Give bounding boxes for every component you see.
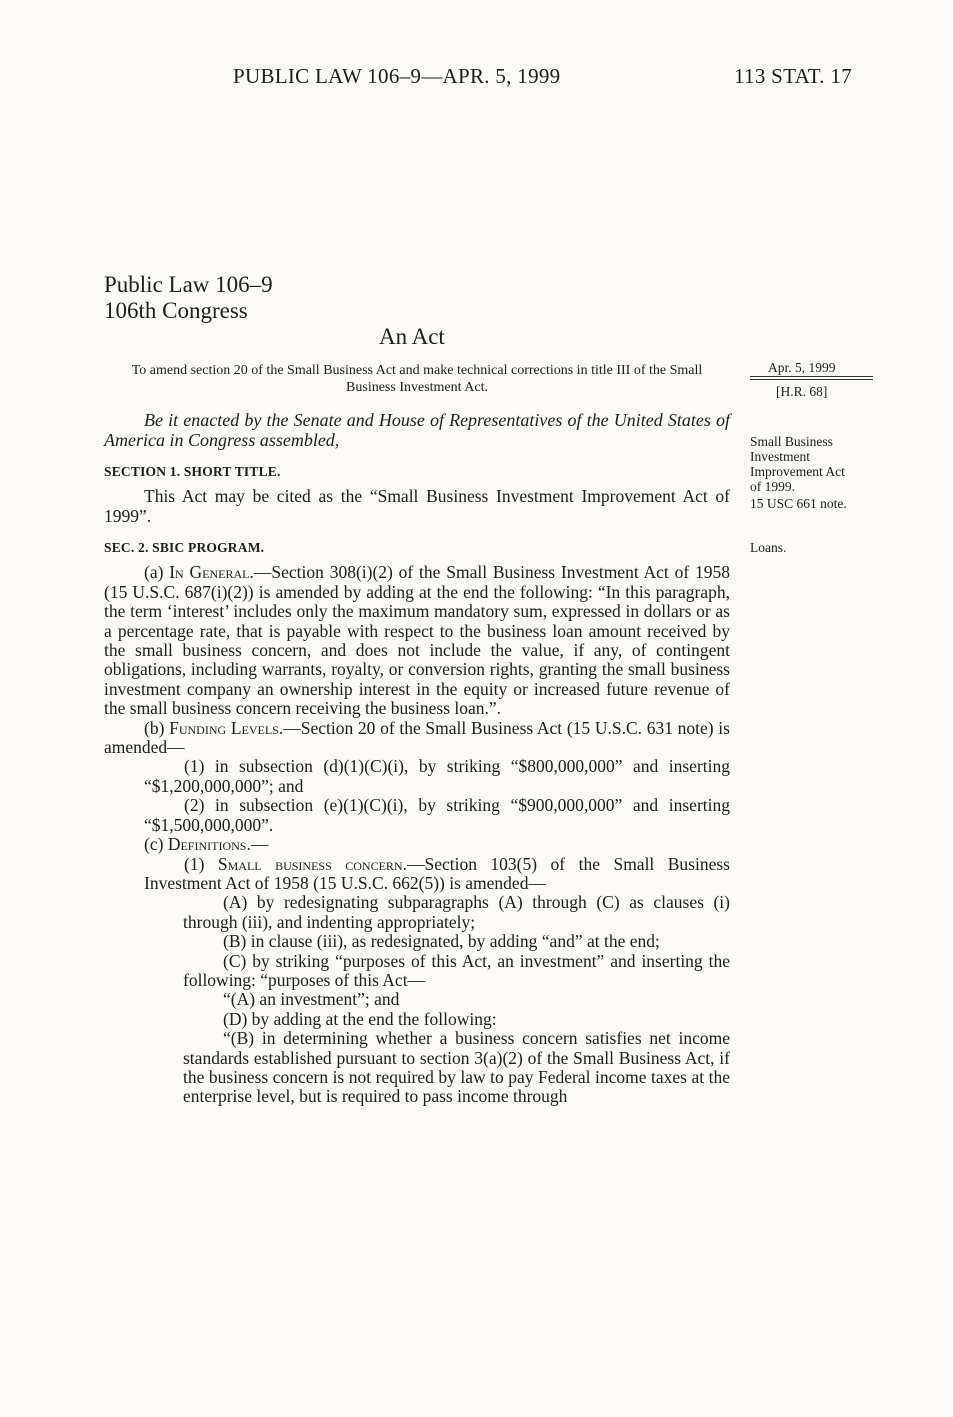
section-1 <box>104 462 730 526</box>
margin-short-title-note: Small Business Investment Improvement Act of 1999. <box>750 434 845 494</box>
running-title: PUBLIC LAW 106–9—APR. 5, 1999 <box>233 64 561 88</box>
enacting-clause: Be it enacted by the Senate and House of Representatives of the United States of America in Congress assembled, <box>104 410 730 450</box>
act-title: An Act <box>379 324 445 349</box>
margin-rule-top <box>750 376 873 377</box>
stat-page-number: 113 STAT. 17 <box>734 64 853 88</box>
subsection-a: (a) In General.—Section 308(i)(2) of the Small Business Investment Act of 1958 (15 U.S.C. 687(i)(2)) is amended by adding at the end the following: “In this paragraph, the term ‘interest’ includes only the maximum mandatory sum, expressed in dollars or as a percentage rate, that is payable with respect to the business loan amount received by the small business concern, and does not include the value, if any, of contingent obligations, including warrants, royalty, or conversion rights, granting the small business investment company an ownership interest in the equity or increased future revenue of the small business concern receiving the business loan.”. <box>104 562 730 719</box>
margin-usc-note: 15 USC 661 note. <box>750 496 847 511</box>
margin-loans-note: Loans. <box>750 540 787 555</box>
subparagraph-cD: (D) by adding at the end the following: <box>223 1008 497 1029</box>
section-1-text: This Act may be cited as the “Small Business Investment Improvement Act of 1999”. <box>104 486 730 526</box>
paragraph-c1: (1) Small business concern.—Section 103(5) of the Small Business Investment Act of 1958 (15 U.S.C. 662(5)) is amended— <box>144 853 730 893</box>
enacting-clause-block <box>104 410 730 450</box>
subsection-c-heading: Definitions <box>167 834 247 855</box>
subsection-c: (c) Definitions.— <box>144 834 269 855</box>
quoted-text-B: “(B) in determining whether a business concern satisfies net income standards established pursuant to section 3(a)(2) of the Small Business Act, if the business concern is not required by law to pay Federal income taxes at the enterprise level, but is required to pass income through <box>183 1028 730 1107</box>
section-2-heading: SEC. 2. SBIC PROGRAM. <box>104 540 265 555</box>
section-1-heading: SECTION 1. SHORT TITLE. <box>104 464 281 479</box>
margin-rule-bottom <box>750 379 873 380</box>
act-purpose: To amend section 20 of the Small Business Act and make technical corrections in title III of the Small Business Investment Act. <box>131 363 703 395</box>
subparagraph-cC: (C) by striking “purposes of this Act, an investment” and inserting the following: “purposes of this Act— <box>183 950 730 990</box>
subsection-a-heading: In General <box>169 562 250 583</box>
paragraph-b1: (1) in subsection (d)(1)(C)(i), by striking “$800,000,000” and inserting “$1,200,000,000”; and <box>144 756 730 796</box>
public-law-number: Public Law 106–9 <box>104 272 273 297</box>
paragraph-c1-heading: Small business concern <box>217 853 403 874</box>
subparagraph-cA: (A) by redesignating subparagraphs (A) through (C) as clauses (i) through (iii), and indenting appropriately; <box>183 892 730 932</box>
subsection-b: (b) Funding Levels.—Section 20 of the Small Business Act (15 U.S.C. 631 note) is amended— <box>104 717 730 758</box>
section-2 <box>104 538 730 1107</box>
quoted-text-A: “(A) an investment”; and <box>223 989 400 1010</box>
margin-date: Apr. 5, 1999 <box>768 360 836 375</box>
paragraph-b2: (2) in subsection (e)(1)(C)(i), by striking “$900,000,000” and inserting “$1,500,000,000”. <box>144 795 730 835</box>
subsection-b-heading: Funding Levels <box>169 717 279 738</box>
subparagraph-cB: (B) in clause (iii), as redesignated, by adding “and” at the end; <box>223 931 660 952</box>
margin-bill-number: [H.R. 68] <box>776 384 828 399</box>
congress-number: 106th Congress <box>104 298 248 323</box>
